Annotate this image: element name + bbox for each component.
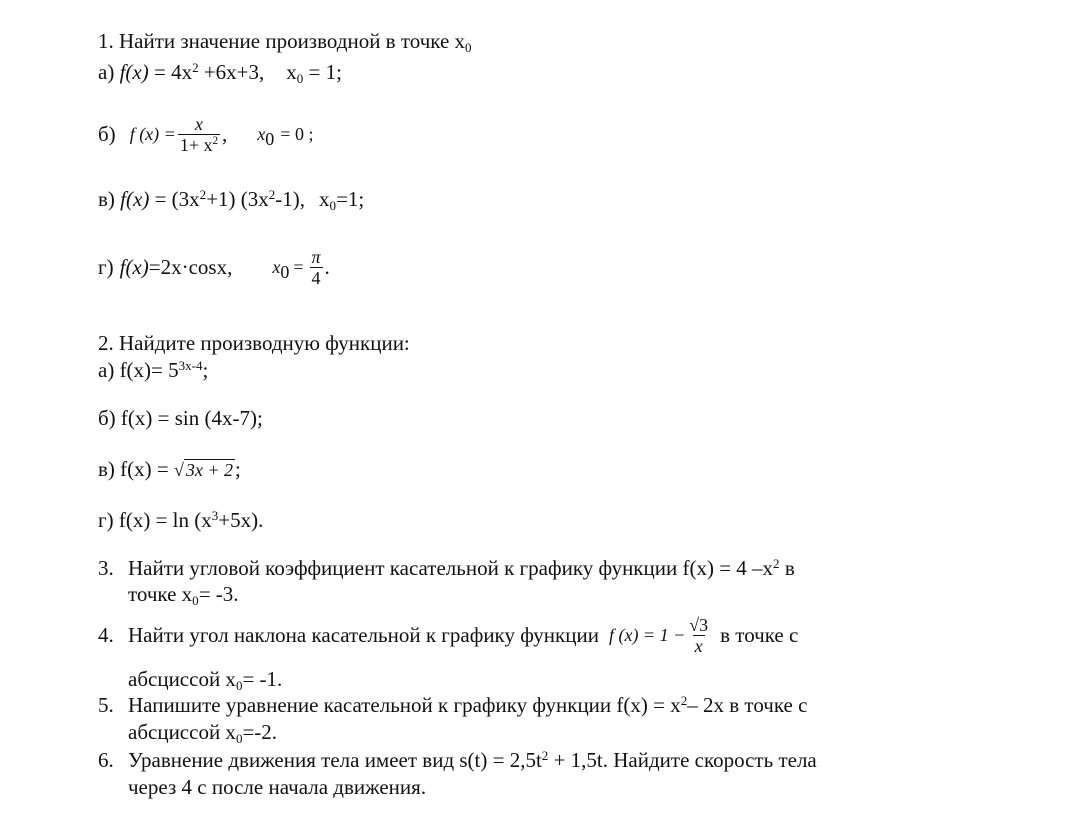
task2-heading: 2. Найдите производную функции:: [98, 331, 410, 355]
task6-line1: 6. Уравнение движения тела имеет вид $s(t) = 2,5t^2 + 1,5t$. Найдите скорость тела: [98, 747, 817, 772]
task4-line1: 4. Найти угол наклона касательной к графику функции f (x) = 1 − $\frac{√3}{x}$ в точке с: [98, 614, 799, 656]
task5-line2: абсциссой $x_0=-2$.: [128, 720, 278, 746]
task2-item-b: б) f(x) = sin (4x-7);: [98, 406, 263, 430]
task2-item-g: г) $f(x) = \ln (x^3+5x)$.: [98, 507, 264, 532]
fraction: $\frac{√3}{x}$: [689, 614, 709, 656]
task3-line2: точке $x_0= -3$.: [128, 582, 239, 608]
task6-line2: через 4 с после начала движения.: [128, 775, 427, 799]
task2-item-a: а) $f(x)= 5^{3x-4}$;: [98, 357, 209, 382]
fraction: $\frac{\pi}{4}$: [311, 246, 321, 288]
task2-item-v: в) f(x) = √ 3x + 2;: [98, 457, 241, 481]
task1-heading: 1. Найти значение производной в точке $x_0$: [98, 29, 472, 55]
task1-item-v: в) $f(x) = (3x^2+1)$ $(3x^2-1)$, $x_0=1$;: [98, 186, 365, 213]
task1-item-b: б) f (x) = $\frac{x}{1+ x^2}$ , x $_0$ = 0 ;: [98, 113, 314, 155]
task4-line2: абсциссой $x_0= -1$.: [128, 667, 283, 693]
sqrt: √ 3x + 2: [173, 460, 234, 480]
fraction: $\frac{x}{1+ x^2}$: [179, 113, 219, 155]
task1-item-g: г) f(x) =2x·cosx, x $_0$ = $\frac{\pi}{4}$ .: [98, 246, 330, 288]
task3-line1: 3. Найти угловой коэффициент касательной к графику функции f(x) = 4 $-x^2$ в: [98, 555, 795, 580]
task1-item-a: а) $f(x) = 4x^2 +6x+3$, $x_0 = 1$;: [98, 59, 342, 86]
task5-line1: 5. Напишите уравнение касательной к графику функции $f(x) = x^2-$ 2x в точке с: [98, 692, 808, 717]
